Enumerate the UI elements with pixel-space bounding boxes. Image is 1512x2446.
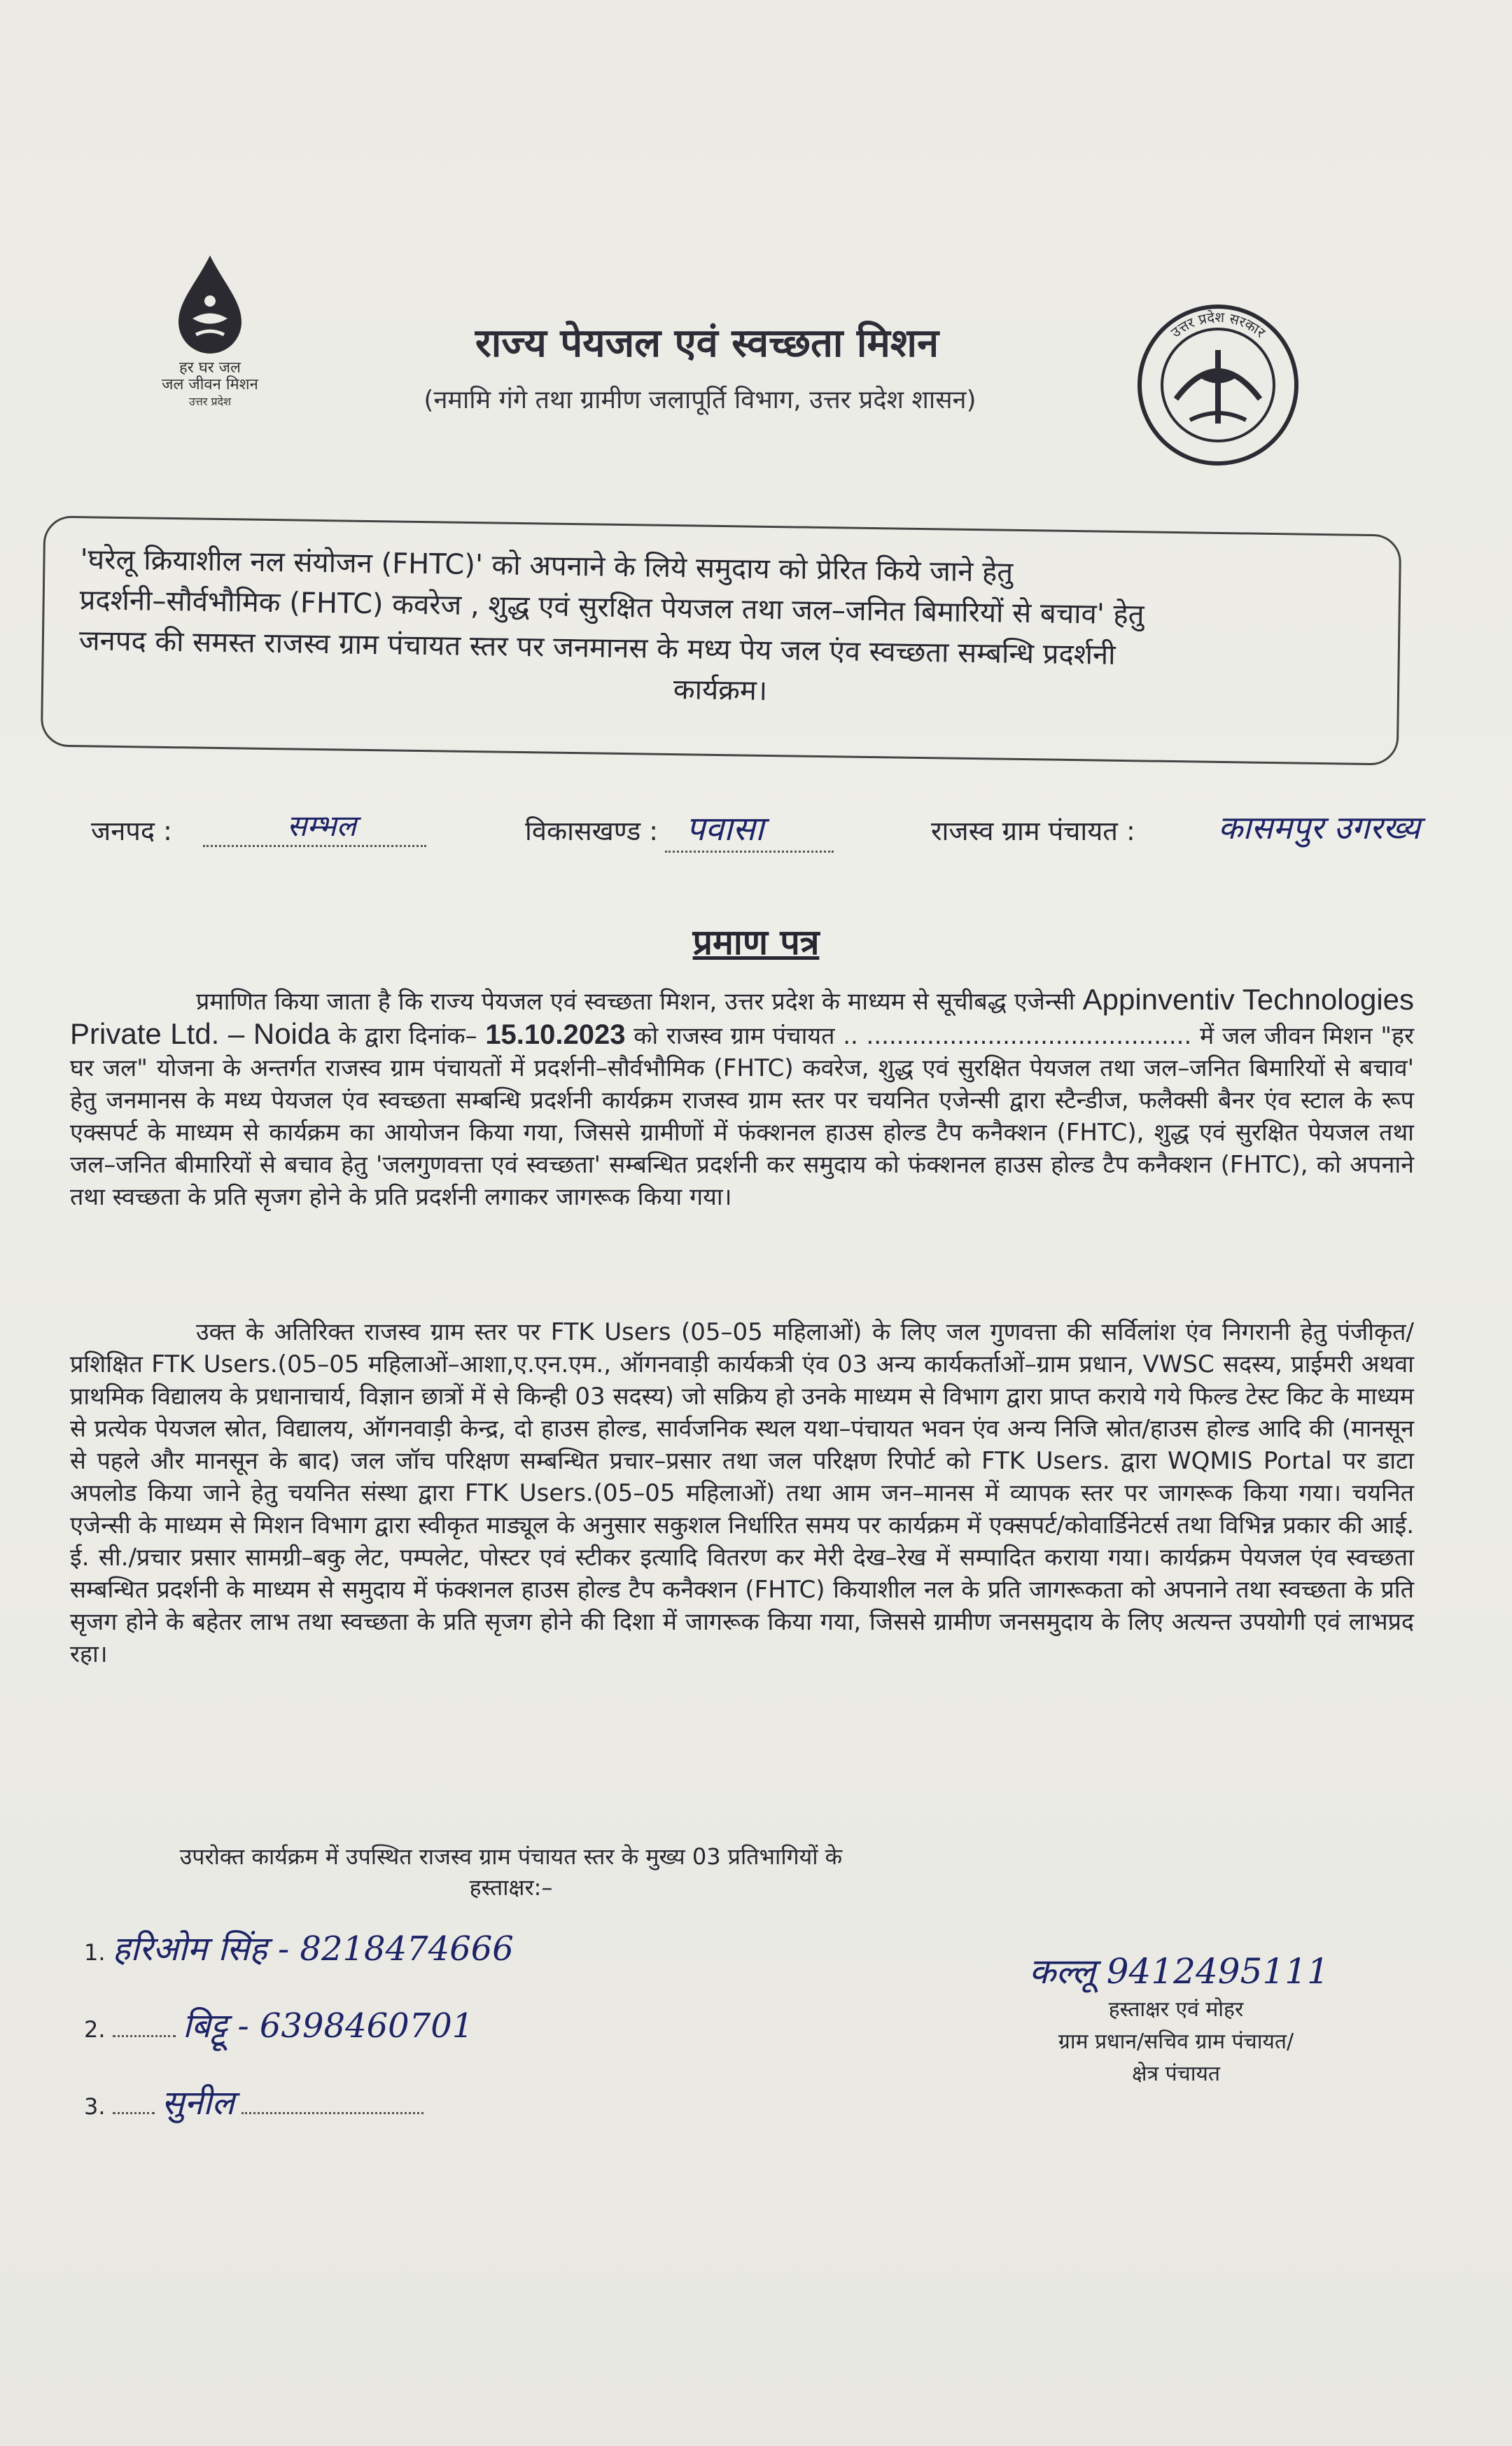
signature-dots xyxy=(113,2112,155,2114)
p1-by-date: के द्वारा दिनांक– xyxy=(338,1022,477,1050)
participant-number: 3. xyxy=(84,2093,106,2120)
signatory-block xyxy=(931,1946,1421,2090)
body-paragraph-1 xyxy=(70,984,1414,1213)
participant-number: 1. xyxy=(84,1939,106,1966)
participants-intro xyxy=(91,1841,931,1903)
signature-dots xyxy=(113,2035,176,2037)
signatory-label-1: हस्ताक्षर एवं मोहर xyxy=(1108,1997,1244,2022)
header-subtitle: (नमामि गंगे तथा ग्रामीण जलापूर्ति विभाग, उत्तर प्रदेश शासन) xyxy=(424,386,976,414)
district-value: सम्भल xyxy=(287,809,356,843)
signatory-label-3: क्षेत्र पंचायत xyxy=(1132,2062,1220,2086)
body-paragraph-2: उक्त के अतिरिक्त राजस्व ग्राम स्तर पर FTK Users (05–05 महिलाओं) के लिए जल गुणवत्ता की सर्विलांश एंव निगरानी हेतु पंजीकृत/प्रशिक्षित FTK Users.(05–05 महिलाओं–आशा,ए.एन.एम., ऑगनवाड़ी कार्यकत्री एंव 03 अन्य कार्यकर्ताओं–ग्राम प्रधान, VWSC सदस्य, प्राईमरी अथवा प्राथमिक विद्यालय के प्रधानाचार्य, विज्ञान छात्रों में से किन्ही 03 सदस्य) जो सक्रिय हो उनके माध्यम से विभाग द्वारा प्राप्त कराये गये फिल्ड टेस्ट किट के माध्यम से प्रत्येक पेयजल स्रोत, विद्यालय, ऑगनवाड़ी केन्द्र, दो हाउस होल्ड, सार्वजनिक स्थल यथा–पंचायत भवन एंव अन्य निजि स्रोत/हाउस होल्ड आदि की (मानसून से पहले और मानसून के बाद) जल जॉच परिक्षण सम्बन्धित प्रचार–प्रसार तथा जल परिक्षण रिपोर्ट को FTK Users. द्वारा WQMIS Portal पर डाटा अपलोड किया जाने हेतु चयनित संस्था द्वारा FTK Users.(05–05 महिलाओं) तथा आम जन–मानस में व्यापक स्तर पर जागरूक किया गया। चयनित एजेन्सी के माध्यम से मिशन विभाग द्वारा स्वीकृत माड्यूल के अनुसार सकुशल निर्धारित समय पर कार्यक्रम में एक्सपर्ट/कोवार्डिनेटर्स तथा विभिन्न प्रकार की आई. ई. सी./प्रचार प्रसार सामग्री–बकु लेट, पम्पलेट, पोस्टर एवं स्टीकर इत्यादि वितरण कर मेरी देख–रेख में सम्पादित कराया गया। कार्यक्रम पेयजल एंव स्वच्छता सम्बन्धित प्रदर्शनी के माध्यम से समुदाय में फंक्शनल हाउस होल्ड टैप कनैक्शन (FHTC) कियाशील नल के प्रति जागरूकता को अपनाने तथा स्वच्छता के प्रति सृजग होने के बहेतर लाभ तथा स्वच्छता के प्रति सृजग होने की दिशा में जागरूक किया गया, जिससे ग्रामीण जनसमुदाय के लिए अत्यन्त उपयोगी एवं लाभप्रद रहा। xyxy=(70,1318,1414,1668)
logo-text-3: उत्तर प्रदेश xyxy=(189,395,231,408)
up-government-seal-icon xyxy=(1134,301,1302,469)
location-fields xyxy=(91,805,1512,861)
subject-line-1: 'घरेलू क्रियाशील नल संयोजन (FHTC)' को अपनाने के लिये समुदाय को प्रेरित किये जाने हेतु xyxy=(80,543,1014,589)
participant-signature-text: बिट्टू - 6398460701 xyxy=(182,2006,474,2046)
participant-signature-text: हरिओम सिंह - 8218474666 xyxy=(112,1929,514,1969)
district-label: जनपद : xyxy=(91,816,172,846)
panchayat-label: राजस्व ग्राम पंचायत : xyxy=(931,816,1135,846)
logo-text-2: जल जीवन मिशन xyxy=(162,376,258,393)
subject-line-2: प्रदर्शनी–सौर्वभौमिक (FHTC) कवरेज , शुद्ध एवं सुरक्षित पेयजल तथा जल–जनित बिमारियों से बचाव' हेतु xyxy=(79,584,1144,631)
signatory-label-2: ग्राम प्रधान/सचिव ग्राम पंचायत/ xyxy=(1058,2029,1294,2054)
block-value: पवासा xyxy=(686,809,764,848)
program-date: 15.10.2023 xyxy=(485,1019,626,1050)
block-label: विकासखण्ड : xyxy=(525,816,659,846)
p1-after-date: को राजस्व ग्राम पंचायत .. xyxy=(634,1022,858,1050)
subject-box xyxy=(41,515,1401,765)
participants-intro-line-2: हस्ताक्षर:– xyxy=(469,1874,553,1901)
panchayat-value: कासमपुर उगरख्य xyxy=(1218,809,1420,846)
subject-line-3: जनपद की समस्त राजस्व ग्राम पंचायत स्तर पर जनमानस के मध्य पेय जल एंव स्वच्छता सम्बन्धि प्रदर्शनी xyxy=(78,624,1116,671)
signatory-handwritten: कल्लू 9412495111 xyxy=(1029,1951,1329,1992)
signature-dots xyxy=(241,2112,424,2114)
water-drop-icon xyxy=(168,252,252,357)
participant-number: 2. xyxy=(84,2016,106,2043)
district-field xyxy=(203,805,426,847)
participant-signature-3 xyxy=(84,2079,424,2125)
p1-rest: ........................................... में जल जीवन मिशन "हर घर जल" योजना के अन्तर्गत राजस्व ग्राम पंचायतों में प्रदर्शनी–सौर्वभौमिक (FHTC) कवरेज, शुद्ध एवं सुरक्षित पेयजल तथा जल–जनित बिमारियों से बचाव' हेतु जनमानस के मध्य पेयजल एंव स्वच्छता सम्बन्धि प्रदर्शनी कार्यक्रम राजस्व ग्राम स्तर पर चयनित एजेन्सी द्वारा स्टैन्डीज, फलैक्सी बैनर एंव स्टाल के रूप एक्सपर्ट के माध्यम से कार्यक्रम का आयोजन किया गया, जिससे ग्रामीणों में फंक्शनल हाउस होल्ड टैप कनैक्शन (FHTC), शुद्ध एवं सुरक्षित पेयजल तथा जल–जनित बीमारियों से बचाव हेतु 'जलगुणवत्ता एवं स्वच्छता' सम्बन्धित प्रदर्शनी कर समुदाय को फंक्शनल हाउस होल्ड टैप कनैक्शन (FHTC), को अपनाने तथा स्वच्छता के प्रति सृजग होने के प्रति प्रदर्शनी लगाकर जागरूक किया गया। xyxy=(70,1022,1414,1211)
agency-name: Appinventiv Technologies Private Ltd. – Noida xyxy=(70,983,1415,1050)
p1-start: प्रमाणित किया जाता है कि राज्य पेयजल एवं स्वच्छता मिशन, उत्तर प्रदेश के माध्यम से सूचीबद्ध एजेन्सी xyxy=(196,988,1075,1016)
participants-intro-line-1: उपरोक्त कार्यक्रम में उपस्थित राजस्व ग्राम पंचायत स्तर के मुख्य 03 प्रतिभागियों के xyxy=(179,1843,843,1870)
participant-signature-text: सुनील xyxy=(161,2083,234,2123)
logo-text-1: हर घर जल xyxy=(179,359,241,377)
participant-signature-1 xyxy=(84,1925,514,1971)
header-title: राज्य पेयजल एवं स्वच्छता मिशन xyxy=(475,321,939,366)
block-field xyxy=(665,805,834,853)
subject-line-4: कार्यक्रम। xyxy=(673,673,768,707)
seal-text: उत्तर प्रदेश सरकार xyxy=(1167,308,1269,341)
certificate-title: प्रमाण पत्र xyxy=(692,922,820,963)
participant-signature-2 xyxy=(84,2002,473,2048)
har-ghar-jal-logo xyxy=(140,252,280,406)
